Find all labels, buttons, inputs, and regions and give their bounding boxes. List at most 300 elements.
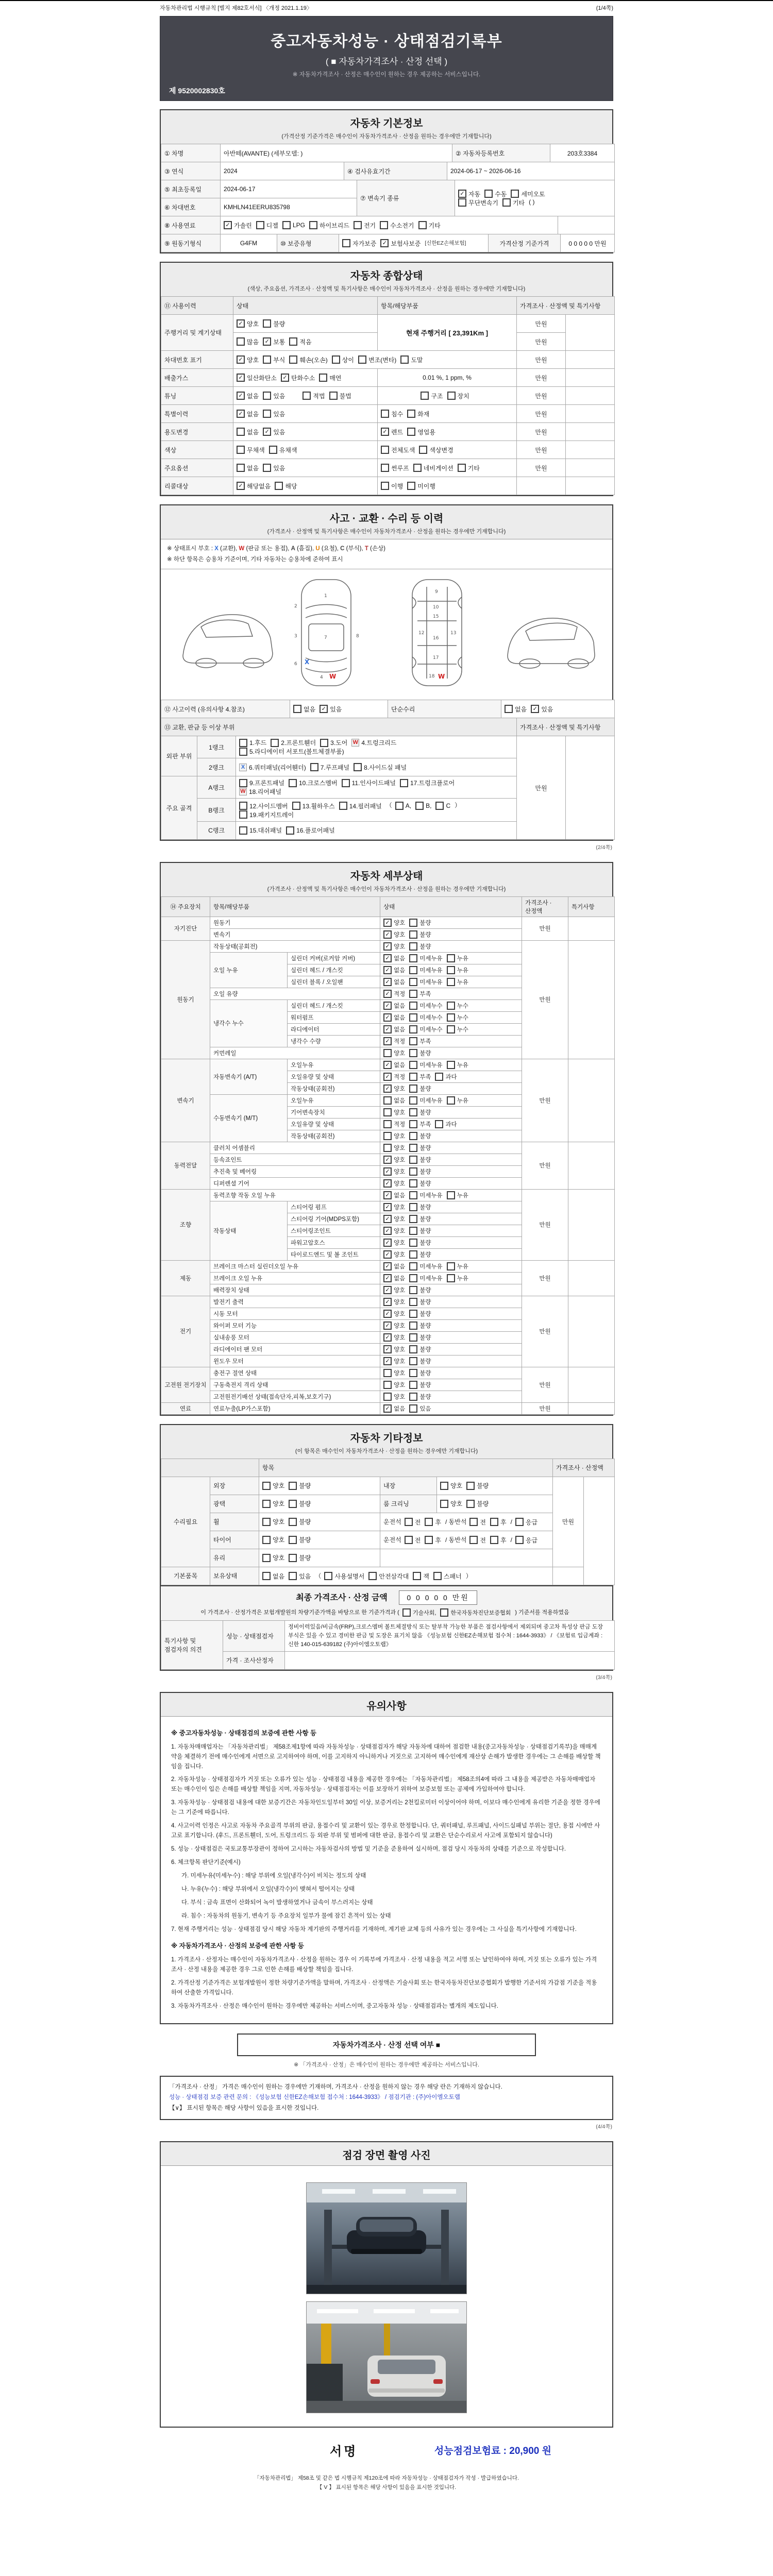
checkbox: 미세누유 <box>409 966 442 974</box>
checkbox: 침수 <box>381 410 403 418</box>
checkbox: 있음 <box>263 410 285 418</box>
cell: 라디에이터 팬 모터 <box>210 1343 380 1355</box>
cell: ⑪ 사용이력 <box>161 297 233 315</box>
checkbox: 불량 <box>409 1381 431 1389</box>
checkbox-cell <box>233 459 378 477</box>
cell: 파워고압호스 <box>288 1236 380 1248</box>
overall-title-block <box>161 263 612 297</box>
checkbox: 양호 <box>383 1393 405 1401</box>
checkbox: 도말 <box>400 355 423 364</box>
cell: 수리필요 <box>161 1477 210 1567</box>
cell: 2024-06-17 ~ 2026-06-16 <box>447 162 615 180</box>
checkbox: 유채색 <box>269 446 297 454</box>
cell: 오일유량 및 상태 <box>288 1071 380 1082</box>
checkbox-cell <box>233 441 378 459</box>
checkbox: A, <box>395 802 411 810</box>
inline-text: / <box>510 1536 512 1544</box>
cell: 1랭크 <box>197 736 236 758</box>
cell <box>568 1367 615 1402</box>
cell: 만원 <box>517 423 566 441</box>
checkbox: 미세누유 <box>409 1274 442 1282</box>
basic-info-title-block <box>161 110 612 144</box>
checkbox: 5.라디에이터 서포트(볼트체결부품) <box>239 747 344 756</box>
cell: 배력장치 상태 <box>210 1284 380 1296</box>
svg-text:16: 16 <box>433 636 439 641</box>
cell: 자동변속기 (A/T) <box>210 1059 288 1094</box>
cell: A랭크 <box>197 776 236 799</box>
cell: 만원 <box>517 736 566 839</box>
checkbox: 응급 <box>515 1536 537 1545</box>
svg-text:6: 6 <box>294 662 297 667</box>
checkbox: 불량 <box>289 1535 311 1544</box>
notice-item: 7. 현재 주행거리는 성능 · 상태점검 당시 해당 자동차 계기판의 주행거리를 기재하며, 계기판 교체 등의 사유가 있는 경우에는 그 사실을 특기사항에 기재합니다. <box>171 1926 577 1933</box>
checkbox: 사용설명서 <box>324 1572 364 1581</box>
checkbox-cell <box>259 1495 380 1513</box>
svg-text:18: 18 <box>429 674 435 680</box>
cell: ⑬ 교환, 판금 등 이상 부위 <box>161 718 517 736</box>
inline-text: 이 가격조사 · 산정가격은 보험개발원의 차량기준가액을 바탕으로 한 기준가격과 ( <box>200 1609 399 1616</box>
cell: 리콜대상 <box>161 477 233 495</box>
cell: 만원 <box>517 351 566 369</box>
cell: ③ 연식 <box>161 162 221 180</box>
insurance-fee: 성능점검보험료 : 20,900 원 <box>434 2445 551 2456</box>
cell <box>566 459 615 477</box>
checkbox-checked: ✓ 해당없음 <box>237 482 271 490</box>
checkbox-cell <box>380 1391 522 1402</box>
car-diagrams <box>170 573 603 693</box>
checkbox-checked: ✓ 적정 <box>383 1037 405 1045</box>
checkbox: 후 <box>425 1536 441 1545</box>
cell <box>566 441 615 459</box>
legend-segment: (손상) <box>368 546 386 552</box>
cell: 만원 <box>522 940 568 1059</box>
checkbox: C <box>435 802 450 810</box>
svg-text:13: 13 <box>450 631 457 636</box>
checkbox: 있음 <box>289 1572 311 1581</box>
checkbox: 누유 <box>447 1274 468 1282</box>
cell: 스티어링조인트 <box>288 1225 380 1236</box>
detail-title: 자동차 세부상태 <box>350 870 423 882</box>
cell: 가격조사 · 산정액 <box>522 896 568 917</box>
cell: 타이어 <box>210 1531 259 1549</box>
basic-info-title: 자동차 기본정보 <box>350 118 423 129</box>
cell: 클러치 어셈블리 <box>210 1142 380 1154</box>
cell <box>568 1260 615 1296</box>
mark-x: X 6.쿼터패널(리어휀더) <box>239 763 306 772</box>
inline-text: ） <box>455 802 461 809</box>
cell: 라디에이터 <box>288 1023 380 1035</box>
cell: ② 자동차등록번호 <box>452 144 550 162</box>
notice-body <box>161 1717 612 2023</box>
checkbox: 미세누유 <box>409 1262 442 1270</box>
cell: 만원 <box>522 1260 568 1296</box>
cell <box>566 351 615 369</box>
cell: 발전기 출력 <box>210 1296 380 1308</box>
report-sheet <box>160 1 613 2513</box>
checkbox-cell <box>380 1284 522 1296</box>
cell: 항목/해당부품 <box>378 297 517 315</box>
accident-note-2: ※ 하단 항목은 승용차 기준이며, 기타 자동차는 승용차에 준하여 표시 <box>167 556 343 563</box>
checkbox-cell <box>380 1177 522 1189</box>
checkbox-checked: ✓ 없음 <box>383 1274 405 1282</box>
footer <box>160 2473 613 2493</box>
cell: ⑥ 차대번호 <box>161 198 221 216</box>
checkbox-cell <box>380 1225 522 1236</box>
notice-item: 3. 자동차가격조사 · 산정은 매수인이 원하는 경우에만 제공하는 서비스이며, 중고자동차 성능 · 상태점검과는 별개의 제도입니다. <box>171 2003 498 2009</box>
inline-text: ） <box>465 1572 472 1580</box>
cell <box>566 369 615 387</box>
checkbox: 적정 <box>383 1120 405 1128</box>
cell: B랭크 <box>197 799 236 821</box>
checkbox: 불량 <box>409 1321 431 1330</box>
cell: ⑩ 보증유형 <box>277 234 339 252</box>
inline-text: / 동반석 <box>445 1536 467 1544</box>
page-marker-1: (1/4쪽) <box>596 5 613 11</box>
cell: 만원 <box>522 917 568 940</box>
checkbox: 과다 <box>435 1120 457 1128</box>
checkbox-checked: ✓ 양호 <box>383 1250 405 1259</box>
cell: 등속죠인트 <box>210 1154 380 1165</box>
checkbox: 과다 <box>435 1073 457 1081</box>
checkbox: 전기 <box>354 221 376 230</box>
checkbox: 누유 <box>447 966 468 974</box>
checkbox-cell <box>233 333 378 351</box>
page-marker-4: (4/4쪽) <box>596 2123 612 2130</box>
signature-row <box>160 2428 613 2464</box>
inline-text: [신한EZ손해보험] <box>425 240 466 247</box>
checkbox: 7.루프패널 <box>310 763 349 772</box>
checkbox-cell <box>380 1189 522 1201</box>
checkbox-cell <box>380 999 522 1011</box>
checkbox-checked: ✓ 보험사보증 <box>380 239 421 248</box>
cell: 고전원 전기장치 <box>161 1367 210 1402</box>
cell: 실린더 헤드 / 개스킷 <box>288 964 380 976</box>
cell: ⑧ 사용연료 <box>161 216 221 234</box>
inline-text: 운전석 <box>383 1536 401 1544</box>
cell <box>566 423 615 441</box>
checkbox-cell <box>380 1248 522 1260</box>
checkbox: 없음 <box>293 705 315 714</box>
checkbox-cell <box>380 1106 522 1118</box>
cell: 기본품목 <box>161 1567 210 1585</box>
checkbox-cell <box>259 1513 380 1531</box>
checkbox-checked: ✓ 보통 <box>263 337 285 346</box>
checkbox-cell <box>380 1201 522 1213</box>
svg-text:4: 4 <box>320 675 323 681</box>
checkbox-cell <box>455 180 615 216</box>
checkbox-cell <box>380 1142 522 1154</box>
cell <box>568 1142 615 1189</box>
checkbox: 무채색 <box>237 446 265 454</box>
cell: 만원 <box>517 369 566 387</box>
cell: 원동기 <box>161 940 210 1059</box>
checkbox-checked: ✓ 양호 <box>383 1357 405 1365</box>
checkbox-cell <box>380 1355 522 1367</box>
cell: 보유상태 <box>210 1567 259 1585</box>
legend-segment: W <box>239 546 245 552</box>
checkbox: 양호 <box>383 1381 405 1389</box>
checkbox-cell <box>233 423 378 441</box>
checkbox-cell <box>380 940 522 952</box>
checkbox-cell <box>236 776 517 799</box>
checkbox-checked: ✓ 있음 <box>531 705 553 714</box>
inline-text: / <box>510 1518 512 1526</box>
checkbox: 세미오토 <box>511 190 545 198</box>
checkbox: 누유 <box>447 1096 468 1105</box>
checkbox: 미세누유 <box>409 954 442 962</box>
checkbox-checked: ✓ 없음 <box>237 410 259 418</box>
cell: 실린더 헤드 / 개스킷 <box>288 999 380 1011</box>
checkbox: 부식 <box>263 355 285 364</box>
cell <box>566 736 615 839</box>
checkbox-checked: ✓ 양호 <box>383 1286 405 1294</box>
checkbox-checked: ✓ 양호 <box>383 1333 405 1342</box>
cell: 상태 <box>380 896 522 917</box>
cell: 2024-06-17 <box>221 180 357 198</box>
legend-segment: U <box>315 546 320 552</box>
section-notice <box>160 1692 613 2024</box>
svg-text:15: 15 <box>433 614 439 620</box>
cell: 튜닝 <box>161 387 233 405</box>
checkbox: 불량 <box>409 1298 431 1306</box>
checkbox-cell <box>380 976 522 988</box>
checkbox: 많음 <box>237 337 259 346</box>
cell: 만원 <box>522 1296 568 1367</box>
cell <box>568 940 615 1059</box>
page-marker-2: (2/4쪽) <box>596 844 612 851</box>
cell: 냉각수 누수 <box>210 999 288 1047</box>
checkbox-checked: ✓ 렌트 <box>381 428 403 436</box>
cell: 커먼레일 <box>210 1047 380 1059</box>
checkbox: 불량 <box>409 1156 431 1164</box>
checkbox-checked: ✓ 양호 <box>383 919 405 927</box>
cell: 만원 <box>553 1477 584 1567</box>
cell: 만원 <box>522 1367 568 1402</box>
cell: 유리 <box>210 1549 259 1567</box>
cell: 용도변경 <box>161 423 233 441</box>
svg-text:10: 10 <box>433 605 439 611</box>
checkbox-checked: ✓ 양호 <box>383 1084 405 1093</box>
cell: 룸 크리닝 <box>380 1495 437 1513</box>
checkbox: 누수 <box>447 1025 468 1033</box>
cell <box>161 1459 259 1477</box>
checkbox: B, <box>415 802 431 810</box>
cell: 작동상태(공회전) <box>288 1082 380 1094</box>
checkbox: 불량 <box>409 1227 431 1235</box>
checkbox: 불량 <box>409 942 431 951</box>
cell <box>285 1651 615 1669</box>
checkbox-cell <box>380 1331 522 1343</box>
checkbox-checked: ✓ 양호 <box>383 1345 405 1353</box>
checkbox: 후 <box>490 1518 507 1527</box>
checkbox: 불량 <box>289 1481 311 1490</box>
checkbox-cell <box>378 441 517 459</box>
regulation-note: 자동차관리법 시행규칙 [별지 제82호서식] 〈개정 2021.1.19〉 <box>160 5 312 11</box>
checkbox: 영업용 <box>407 428 435 436</box>
cell: 스티어링 기어(MDPS포함) <box>288 1213 380 1225</box>
cell <box>380 1549 553 1567</box>
notice-item: 6. 체크항목 판단기준(예시) <box>171 1859 241 1866</box>
notice-title-block <box>161 1693 612 1717</box>
checkbox-checked: ✓ 없음 <box>383 954 405 962</box>
cell <box>553 1567 584 1585</box>
checkbox-checked: ✓ 없음 <box>383 1191 405 1199</box>
report-note: ※ 자동차가격조사 · 산정은 매수인이 원하는 경우 제공하는 서비스입니다. <box>292 72 481 78</box>
section-etc-info <box>160 1424 613 1671</box>
checkbox: 전 <box>469 1536 486 1545</box>
cell: 가격 · 조사산정자 <box>223 1651 285 1669</box>
cell: 타이로드엔드 및 볼 조인트 <box>288 1248 380 1260</box>
checkbox: 누유 <box>447 1262 468 1270</box>
checkbox: 불량 <box>409 1333 431 1342</box>
section-basic-info <box>160 109 613 253</box>
section-photos <box>160 2141 613 2428</box>
cell: 배출가스 <box>161 369 233 387</box>
cell: KMHLN41EERU835798 <box>221 198 357 216</box>
car-diagram-top <box>294 580 359 686</box>
cell: 냉각수 수량 <box>288 1035 380 1047</box>
checkbox: 17.트렁크플로어 <box>400 778 455 787</box>
cell: 동력전달 <box>161 1142 210 1189</box>
legend-segment: (부식), <box>344 546 365 552</box>
cell: 만원 <box>522 1189 568 1260</box>
checkbox: 12.사이드멤버 <box>239 802 288 810</box>
checkbox: LPG <box>282 221 305 229</box>
checkbox-cell <box>259 1477 380 1495</box>
checkbox-cell <box>378 423 517 441</box>
checkbox-checked: ✓ 양호 <box>383 1298 405 1306</box>
cell: ① 차명 <box>161 144 221 162</box>
cell: 0.01 %, 1 ppm, % <box>378 369 517 387</box>
checkbox: 미세누유 <box>409 978 442 986</box>
cell: 시동 모터 <box>210 1308 380 1319</box>
checkbox: 부족 <box>409 1120 431 1128</box>
car-diagram-rear34 <box>508 618 595 668</box>
cell: 수동변속기 (M/T) <box>210 1094 288 1142</box>
cell: 휠 <box>210 1513 259 1531</box>
checkbox: 없음 <box>505 705 527 714</box>
checkbox-checked: ✓ 없음 <box>383 978 405 986</box>
cell: G4FM <box>221 234 277 252</box>
checkbox-checked: ✓ 없음 <box>383 1404 405 1413</box>
checkbox: 불량 <box>409 919 431 927</box>
checkbox: 불량 <box>409 1049 431 1057</box>
legend-segment: T <box>364 546 368 552</box>
checkbox: 양호 <box>262 1499 284 1508</box>
checkbox: 양호 <box>262 1553 284 1562</box>
cell <box>568 917 615 940</box>
cell: 성능 · 상태점검자 <box>223 1620 285 1651</box>
final-price-note <box>166 1608 607 1617</box>
checkbox: 화재 <box>407 410 429 418</box>
cell: 자기진단 <box>161 917 210 940</box>
cell: 주행거리 및 계기상태 <box>161 315 233 351</box>
checkbox: 8.사이드실 패널 <box>354 763 407 772</box>
bottom-note-line-2: 성능 · 상태점검 보증 관련 문의 : 《성능보험 신한EZ손해보험 접수처 : 1644-3933》 / 점검기관 : (주)아이엠오토랩 <box>169 2094 460 2101</box>
checkbox: 불량 <box>409 1108 431 1116</box>
car-diagram-area <box>161 569 612 700</box>
checkbox-cell <box>378 477 517 495</box>
checkbox: 미세누유 <box>409 1191 442 1199</box>
checkbox-cell <box>380 964 522 976</box>
checkbox-checked: ✓ 양호 <box>383 930 405 939</box>
legend-segment: (교환), <box>218 546 239 552</box>
cell: 변속기 <box>210 928 380 940</box>
checkbox-cell <box>380 1165 522 1177</box>
checkbox: 양호 <box>262 1517 284 1526</box>
checkbox: 양호 <box>262 1535 284 1544</box>
accident-notes <box>161 539 612 569</box>
checkbox: 디젤 <box>256 221 278 230</box>
checkbox: 미세누수 <box>409 1025 442 1033</box>
checkbox: 불량 <box>466 1499 489 1508</box>
basic-table-3 <box>161 180 615 216</box>
cell: 만원 <box>517 441 566 459</box>
etc-title-block <box>161 1425 612 1459</box>
cell: 특기사항 <box>568 896 615 917</box>
cell: 차대번호 표기 <box>161 351 233 369</box>
final-price-amount: 0 0 0 0 0 만원 <box>399 1590 477 1605</box>
checkbox: 불량 <box>263 319 285 328</box>
checkbox-cell <box>233 477 378 495</box>
checkbox: 부족 <box>409 990 431 998</box>
legend-segment: (판금 또는 용접), <box>244 546 291 552</box>
cell: 가격조사 · 산정액 및 특기사항 <box>517 718 615 736</box>
checkbox-cell <box>380 1011 522 1023</box>
cell: 실린더 블록 / 오일팬 <box>288 976 380 988</box>
checkbox: 색상변경 <box>419 446 453 454</box>
checkbox: 누유 <box>447 978 468 986</box>
checkbox-checked: ✓ 없음 <box>237 392 259 400</box>
svg-text:1: 1 <box>324 594 327 599</box>
checkbox: 미세누유 <box>409 1096 442 1105</box>
checkbox-checked: ✓ 적정 <box>383 990 405 998</box>
cell: 가격산정 기준가격 <box>489 234 561 252</box>
checkbox-cell <box>380 988 522 999</box>
bottom-note-line-1: 「가격조사 · 산정」 가격은 매수인이 원하는 경우에만 기재하며, 가격조사 · 산정을 원하지 않는 경우 해당 란은 기재하지 않습니다. <box>169 2083 502 2090</box>
final-price-row <box>166 1590 607 1605</box>
basic-info-subtitle: (가격산정 기준가격은 매수인이 자동차가격조사 · 산정을 원하는 경우에만 기재합니다) <box>281 133 492 140</box>
svg-text:7: 7 <box>324 635 327 641</box>
page-marker-3: (3/4쪽) <box>596 1674 612 1681</box>
cell: 외장 <box>210 1477 259 1495</box>
cell: 203호3384 <box>550 144 615 162</box>
checkbox: 누유 <box>447 1191 468 1199</box>
cell: 만원 <box>522 1059 568 1142</box>
regulation-row <box>160 1 613 14</box>
checkbox-checked: ✓ 없음 <box>383 1061 405 1069</box>
checkbox-cell <box>380 1082 522 1094</box>
checkbox-cell <box>380 1236 522 1248</box>
checkbox: 불량 <box>409 930 431 939</box>
etc-title: 자동차 기타정보 <box>350 1432 423 1444</box>
checkbox: 양호 <box>383 1108 405 1116</box>
cell: 브레이크 마스터 실린더오일 누유 <box>210 1260 380 1272</box>
checkbox-cell <box>380 1130 522 1142</box>
checkbox-checked: ✓ 없음 <box>383 1262 405 1270</box>
checkbox-cell <box>233 405 378 423</box>
checkbox: 미세누수 <box>409 1013 442 1022</box>
accident-subtitle: (가격조사 · 산정액 및 특기사항은 매수인이 자동차가격조사 · 산정을 원하는 경우에만 기재합니다) <box>267 529 506 535</box>
cell: 오일누유 <box>288 1094 380 1106</box>
checkbox: 불량 <box>409 1215 431 1223</box>
cell: 항목 <box>259 1459 553 1477</box>
cell: 디퍼렌셜 기어 <box>210 1177 380 1189</box>
checkbox: 없음 <box>237 464 259 472</box>
cell: 만원 <box>517 405 566 423</box>
checkbox: 15.대쉬패널 <box>239 826 282 835</box>
checkbox-checked: ✓ 없음 <box>383 966 405 974</box>
